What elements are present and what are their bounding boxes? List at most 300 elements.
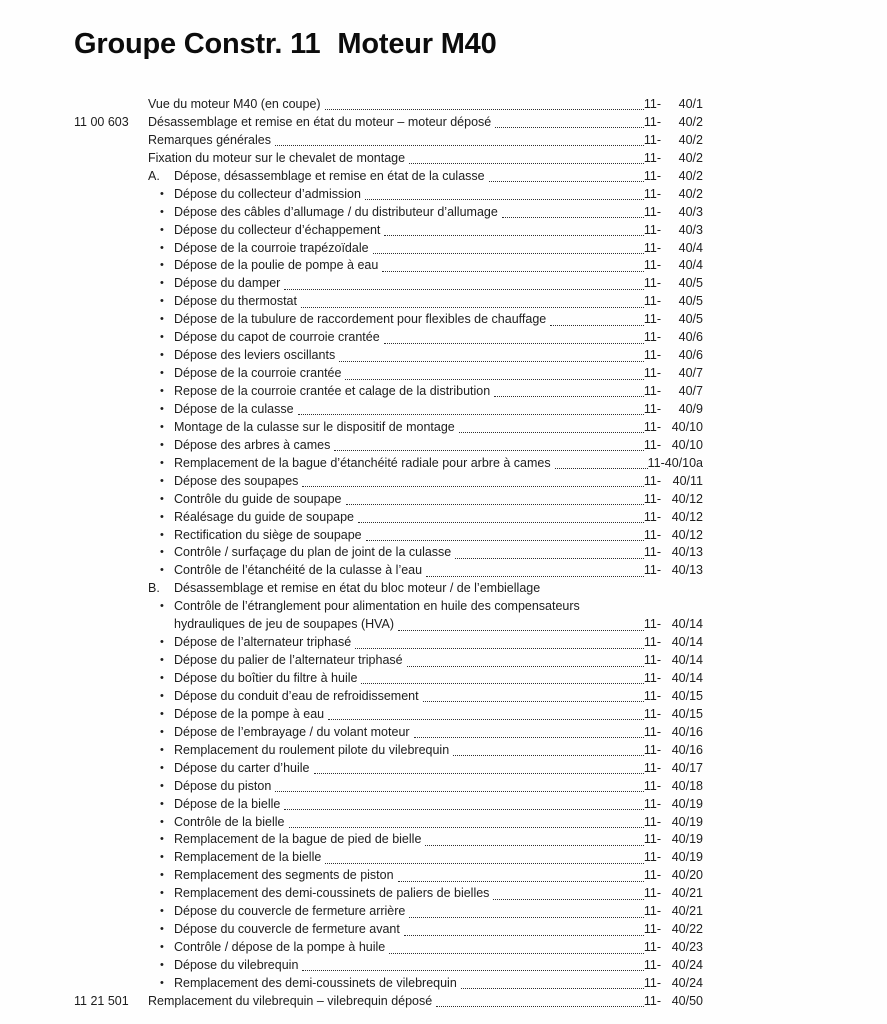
dotted-leader: [373, 240, 644, 254]
dotted-leader: [409, 150, 644, 164]
row-label: Dépose, désassemblage et remise en état de la culasse: [174, 168, 485, 183]
toc-row: [74, 688, 703, 706]
toc-row: [74, 939, 703, 957]
row-marker: •: [160, 707, 164, 720]
page-prefix: 11-: [643, 401, 661, 416]
row-label: Remarques générales: [148, 132, 271, 147]
repair-code: [74, 975, 148, 993]
page-number: 40/1: [678, 97, 703, 111]
row-marker: •: [160, 241, 164, 254]
row-label: Dépose de l’embrayage / du volant moteur: [174, 724, 410, 739]
dotted-leader: [289, 814, 644, 828]
row-marker: •: [160, 259, 164, 272]
page-number: 40/3: [678, 222, 703, 237]
row-marker: •: [160, 474, 164, 487]
dotted-leader: [555, 455, 648, 469]
toc-row: [74, 831, 703, 849]
repair-code: [74, 814, 148, 832]
dotted-leader: [550, 311, 644, 325]
toc-row: [74, 437, 703, 455]
row-marker: •: [160, 869, 164, 882]
dotted-leader: [495, 114, 644, 128]
row-label: Dépose du carter d’huile: [174, 760, 310, 775]
page-prefix: 11-: [643, 509, 661, 524]
toc-row: [74, 580, 703, 598]
row-marker: •: [160, 887, 164, 900]
repair-code: [74, 580, 148, 598]
dotted-leader: [275, 132, 644, 146]
toc-row: [74, 311, 703, 329]
dotted-leader: [284, 275, 644, 289]
row-marker: •: [160, 295, 164, 308]
dotted-leader: [365, 186, 644, 200]
page-prefix: 11-: [643, 527, 661, 542]
page-number: 40/7: [678, 384, 703, 398]
repair-code: [74, 132, 148, 150]
repair-code: [74, 921, 148, 939]
page-prefix: 11-: [643, 814, 661, 829]
row-marker: •: [160, 797, 164, 810]
page-number: 40/2: [678, 132, 703, 147]
page-prefix: 11-: [643, 114, 661, 129]
row-label: Dépose du collecteur d’échappement: [174, 222, 381, 237]
repair-code: [74, 509, 148, 527]
row-label: Contrôle / dépose de la pompe à huile: [174, 940, 386, 955]
dotted-leader: [302, 957, 643, 971]
repair-code: [74, 437, 148, 455]
row-marker: •: [160, 528, 164, 541]
dotted-leader: [298, 401, 644, 415]
row-label: Remplacement de la bague de pied de bielle: [174, 832, 422, 847]
dotted-leader: [461, 975, 644, 989]
toc-row: [74, 670, 703, 688]
toc-row: [74, 401, 703, 419]
toc-row: [74, 796, 703, 814]
page-prefix: 11-: [643, 294, 661, 309]
page-number: 40/4: [678, 258, 703, 273]
page-prefix: 11-: [643, 437, 661, 452]
dotted-leader: [409, 903, 643, 917]
page-number: 40/14: [671, 671, 703, 685]
row-label: Réalésage du guide de soupape: [174, 509, 355, 524]
repair-code: [74, 347, 148, 365]
page-number: 40/23: [671, 940, 703, 955]
repair-code: [74, 634, 148, 652]
toc-row: [74, 509, 703, 527]
row-marker: •: [160, 420, 164, 433]
toc-row: [74, 186, 703, 204]
dotted-leader: [455, 544, 644, 558]
toc-row: [74, 724, 703, 742]
repair-code: [74, 831, 148, 849]
dotted-leader: [404, 921, 644, 935]
toc-row: [74, 598, 703, 616]
page-prefix: 11-: [643, 276, 661, 291]
page-prefix: 11-: [643, 419, 661, 434]
repair-code: [74, 222, 148, 240]
toc-row: [74, 742, 703, 760]
repair-code: [74, 455, 148, 473]
row-marker: •: [160, 456, 164, 469]
dotted-leader: [358, 509, 644, 523]
row-label: Dépose de la tubulure de raccordement pour flexibles de chauffage: [174, 312, 547, 327]
toc-row: [74, 849, 703, 867]
row-label: Dépose de la culasse: [174, 401, 294, 416]
row-label: Fixation du moteur sur le chevalet de montage: [148, 150, 406, 165]
page-prefix: 11-: [643, 796, 661, 811]
toc-row: [74, 240, 703, 258]
toc-row: [74, 760, 703, 778]
page-prefix: 11-: [643, 975, 661, 990]
page-number: 40/14: [671, 617, 703, 632]
row-marker: •: [160, 223, 164, 236]
row-label: Remplacement du vilebrequin – vilebrequin déposé: [148, 993, 433, 1008]
page-prefix: 11-: [643, 97, 661, 111]
row-label: Remplacement des demi-coussinets de paliers de bielles: [174, 886, 490, 901]
page-title-engine: Moteur M40: [337, 28, 497, 60]
row-label: Dépose de la bielle: [174, 796, 281, 811]
row-marker: •: [160, 689, 164, 702]
page-number: 40/19: [671, 814, 703, 829]
toc-row: [74, 383, 703, 401]
page-prefix: 11-: [643, 132, 661, 147]
dotted-leader: [426, 562, 644, 576]
dotted-leader: [302, 473, 643, 487]
page-number: 40/20: [671, 868, 703, 883]
page-prefix: 11-: [643, 186, 661, 201]
row-marker: •: [160, 492, 164, 505]
toc-row: [74, 706, 703, 724]
repair-code: [74, 96, 148, 114]
page-prefix: 11-: [643, 886, 661, 901]
toc-row: [74, 993, 703, 1011]
repair-code: [74, 778, 148, 796]
dotted-leader: [389, 939, 644, 953]
toc-row: [74, 957, 703, 975]
row-marker: •: [160, 905, 164, 918]
row-marker: •: [160, 600, 164, 613]
toc-row: [74, 544, 703, 562]
repair-code: [74, 150, 148, 168]
page-prefix: 11-: [643, 168, 661, 183]
toc-row: [74, 867, 703, 885]
page-prefix: 11-: [643, 706, 661, 721]
row-label: Dépose du collecteur d’admission: [174, 186, 361, 201]
row-marker: •: [160, 923, 164, 936]
dotted-leader: [384, 222, 643, 236]
row-label: Vue du moteur M40 (en coupe): [148, 97, 321, 111]
row-marker: •: [160, 546, 164, 559]
dotted-leader: [494, 383, 644, 397]
row-label: Remplacement des segments de piston: [174, 868, 394, 883]
page-number: 40/9: [678, 401, 703, 416]
toc-row: [74, 903, 703, 921]
toc-row: [74, 293, 703, 311]
row-label: Dépose des soupapes: [174, 473, 299, 488]
repair-code: [74, 939, 148, 957]
row-label: Remplacement de la bielle: [174, 850, 322, 865]
row-marker: A.: [148, 168, 160, 183]
dotted-leader: [414, 724, 644, 738]
row-label: Dépose du thermostat: [174, 294, 297, 309]
row-marker: •: [160, 959, 164, 971]
page-prefix: 11-: [643, 491, 661, 506]
row-label: Rectification du siège de soupape: [174, 527, 362, 542]
toc-row: [74, 921, 703, 939]
row-label: Montage de la culasse sur le dispositif de montage: [174, 419, 455, 434]
dotted-leader: [284, 796, 644, 810]
row-label: Désassemblage et remise en état du bloc moteur / de l’embiellage: [174, 581, 541, 596]
repair-code: [74, 168, 148, 186]
repair-code: [74, 311, 148, 329]
dotted-leader: [398, 867, 644, 881]
toc-row: [74, 275, 703, 293]
row-marker: •: [160, 277, 164, 290]
page-prefix: 11-: [643, 940, 661, 955]
row-label: Dépose du couvercle de fermeture avant: [174, 922, 400, 937]
repair-code: [74, 796, 148, 814]
dotted-leader: [334, 437, 644, 451]
toc-row: [74, 347, 703, 365]
dotted-leader: [328, 706, 644, 720]
page-prefix: 11-: [643, 832, 661, 847]
toc-row: [74, 168, 703, 186]
repair-code: [74, 329, 148, 347]
page-number: 40/24: [671, 958, 703, 972]
repair-code: [74, 544, 148, 562]
row-label: Dépose des leviers oscillants: [174, 348, 336, 363]
page-number: 40/21: [671, 886, 703, 901]
toc-row: [74, 455, 703, 473]
page-number: 40/11: [672, 473, 703, 488]
page-prefix: 11-: [643, 258, 661, 273]
dotted-leader: [345, 365, 643, 379]
page-prefix: 11-: [643, 993, 661, 1008]
row-label: Contrôle de la bielle: [174, 814, 285, 829]
page-number: 40/13: [671, 563, 703, 578]
toc-row: [74, 419, 703, 437]
dotted-leader: [459, 419, 644, 433]
dotted-leader: [325, 849, 644, 863]
row-marker: •: [160, 636, 164, 649]
page-prefix: 11-: [647, 455, 665, 470]
page-number: 40/10: [671, 419, 703, 434]
dotted-leader: [423, 688, 644, 702]
row-marker: B.: [148, 581, 160, 596]
row-marker: •: [160, 851, 164, 864]
repair-code: [74, 204, 148, 222]
toc-row: [74, 150, 703, 168]
page-prefix: 11-: [643, 312, 661, 327]
page-number: 40/4: [678, 240, 703, 255]
toc-row: [74, 527, 703, 545]
row-marker: •: [160, 654, 164, 667]
row-marker: •: [160, 187, 164, 200]
dotted-leader: [346, 491, 644, 505]
page-number: 40/19: [671, 850, 703, 865]
row-marker: •: [160, 349, 164, 362]
page-number: 40/15: [671, 706, 703, 721]
page-number: 40/10a: [664, 455, 703, 470]
page-prefix: 11-: [643, 330, 661, 345]
page-prefix: 11-: [643, 563, 661, 578]
dotted-leader: [361, 670, 643, 684]
row-marker: •: [160, 743, 164, 756]
repair-code: [74, 365, 148, 383]
page-number: 40/50: [671, 993, 703, 1008]
repair-code: [74, 419, 148, 437]
page-prefix: 11-: [643, 617, 661, 632]
page-prefix: 11-: [643, 635, 661, 650]
dotted-leader: [502, 204, 644, 218]
toc-row: [74, 975, 703, 993]
repair-code: [74, 275, 148, 293]
page-title-group: Groupe Constr. 11: [74, 28, 321, 60]
dotted-leader: [275, 778, 644, 792]
repair-code: 11 21 501: [74, 993, 129, 1008]
repair-code: [74, 706, 148, 724]
page-prefix: 11-: [643, 653, 661, 668]
repair-code: [74, 401, 148, 419]
page-prefix: 11-: [643, 724, 661, 739]
dotted-leader: [355, 634, 644, 648]
repair-code: [74, 186, 148, 204]
page-number: 40/14: [671, 635, 703, 650]
row-label: Dépose du capot de courroie crantée: [174, 330, 380, 345]
page-number: 40/19: [671, 832, 703, 847]
page-prefix: 11-: [643, 150, 661, 165]
row-label: Désassemblage et remise en état du moteur – moteur déposé: [148, 114, 492, 129]
toc-row: [74, 473, 703, 491]
row-label: Contrôle de l’étanchéité de la culasse à l’eau: [174, 563, 423, 578]
toc-row: [74, 616, 703, 634]
page-number: 40/5: [678, 276, 703, 291]
row-label: Dépose du palier de l’alternateur triphasé: [174, 653, 403, 668]
row-label: hydrauliques de jeu de soupapes (HVA): [174, 617, 395, 632]
page-number: 40/3: [678, 204, 703, 219]
page-prefix: 11-: [643, 868, 661, 883]
row-label: Contrôle du guide de soupape: [174, 491, 342, 506]
repair-code: [74, 724, 148, 742]
page-prefix: 11-: [643, 222, 661, 237]
page-number: 40/12: [671, 491, 703, 506]
page-prefix: 11-: [643, 348, 661, 363]
repair-code: [74, 652, 148, 670]
toc-row: [74, 491, 703, 509]
row-label: Contrôle de l’étranglement pour alimentation en huile des compensateurs: [174, 599, 580, 614]
dotted-leader: [382, 257, 644, 271]
row-marker: •: [160, 941, 164, 954]
page-number: 40/12: [671, 527, 703, 542]
row-label: Dépose de l’alternateur triphasé: [174, 635, 352, 650]
page-number: 40/2: [678, 186, 703, 201]
row-marker: •: [160, 438, 164, 451]
row-marker: •: [160, 205, 164, 218]
repair-code: [74, 240, 148, 258]
page-number: 40/19: [671, 796, 703, 811]
repair-code: [74, 867, 148, 885]
row-label: Dépose des câbles d’allumage / du distributeur d’allumage: [174, 204, 498, 219]
dotted-leader: [384, 329, 644, 343]
toc-row: [74, 885, 703, 903]
page-prefix: 11-: [643, 204, 661, 219]
repair-code: [74, 688, 148, 706]
repair-code: [74, 616, 148, 634]
dotted-leader: [325, 96, 644, 110]
page-prefix: 11-: [643, 850, 661, 865]
page-number: 40/12: [671, 509, 703, 524]
dotted-leader: [425, 831, 643, 845]
dotted-leader: [453, 742, 644, 756]
page-number: 40/5: [678, 294, 703, 309]
page-number: 40/21: [671, 904, 703, 919]
row-marker: [148, 616, 174, 634]
page-prefix: 11-: [643, 366, 661, 381]
toc-row: [74, 132, 703, 150]
repair-code: [74, 957, 148, 975]
row-label: Remplacement de la bague d’étanchéité radiale pour arbre à cames: [174, 455, 551, 470]
toc-row: [74, 222, 703, 240]
row-label: Contrôle / surfaçage du plan de joint de la culasse: [174, 545, 452, 560]
row-label: Dépose du vilebrequin: [174, 958, 299, 972]
row-label: Dépose du conduit d’eau de refroidissement: [174, 688, 419, 703]
repair-code: [74, 473, 148, 491]
row-label: Dépose du couvercle de fermeture arrière: [174, 904, 406, 919]
repair-code: 11 00 603: [74, 114, 129, 129]
row-marker: •: [160, 331, 164, 344]
dotted-leader: [339, 347, 644, 361]
row-marker: •: [160, 761, 164, 774]
repair-code: [74, 670, 148, 688]
page-prefix: 11-: [643, 671, 661, 685]
toc-row: [74, 814, 703, 832]
repair-code: [74, 293, 148, 311]
repair-code: [74, 760, 148, 778]
repair-code: [74, 491, 148, 509]
repair-code: [74, 849, 148, 867]
toc-row: [74, 96, 703, 114]
page-prefix: 11-: [643, 760, 661, 775]
dotted-leader: [366, 527, 644, 541]
toc-list: [74, 96, 703, 1011]
row-label: Repose de la courroie crantée et calage de la distribution: [174, 384, 491, 398]
repair-code: [74, 527, 148, 545]
dotted-leader: [398, 616, 644, 630]
page-number: 40/2: [678, 168, 703, 183]
page-prefix: 11-: [643, 545, 661, 560]
toc-row: [74, 114, 703, 132]
toc-row: [74, 652, 703, 670]
row-marker: •: [160, 510, 164, 523]
page-number: 40/2: [678, 114, 703, 129]
row-marker: •: [160, 402, 164, 415]
page-number: 40/15: [671, 688, 703, 703]
page-prefix: 11-: [643, 688, 661, 703]
toc-row: [74, 562, 703, 580]
repair-code: [74, 598, 148, 616]
row-label: Dépose de la courroie trapézoïdale: [174, 240, 369, 255]
page-number: 40/22: [671, 922, 703, 937]
page-number: 40/17: [671, 760, 703, 775]
row-label: Remplacement des demi-coussinets de vilebrequin: [174, 975, 457, 990]
toc-row: [74, 634, 703, 652]
page-number: 40/6: [678, 348, 703, 363]
page-prefix: 11-: [643, 384, 661, 398]
row-label: Dépose du boîtier du filtre à huile: [174, 671, 358, 685]
row-marker: •: [160, 385, 164, 397]
dotted-leader: [301, 293, 644, 307]
toc-row: [74, 204, 703, 222]
